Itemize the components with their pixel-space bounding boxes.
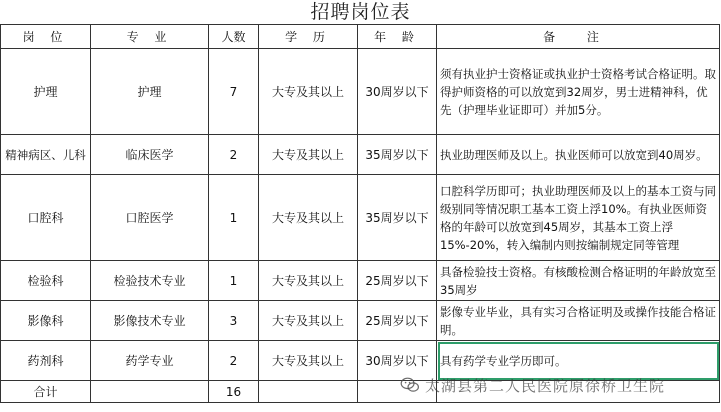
table-row <box>1 175 720 261</box>
table-row <box>1 341 720 381</box>
cell-major: 临床医学 <box>91 135 209 175</box>
cell-position: 检验科 <box>1 261 91 301</box>
cell-education: 大专及其以上 <box>259 261 358 301</box>
table-row <box>1 301 720 341</box>
watermark-text: 太湖县第二人民医院原徐桥卫生院 <box>425 376 666 395</box>
cell-remarks: 执业助理医师及以上。执业医师可以放宽到40周岁。 <box>437 135 720 175</box>
cell-count: 1 <box>209 175 259 261</box>
cell-age: 30周岁以下 <box>358 49 437 135</box>
cell-age: 35周岁以下 <box>358 135 437 175</box>
header-age: 年 龄 <box>358 25 437 49</box>
header-remarks: 备 注 <box>437 25 720 49</box>
cell-age: 35周岁以下 <box>358 175 437 261</box>
cell-major: 口腔医学 <box>91 175 209 261</box>
cell-education: 大专及其以上 <box>259 301 358 341</box>
cell-remarks: 口腔科学历即可；执业助理医师及以上的基本工资与同级别同等情况职工基本工资上浮10%。有执业医师资格的年龄可以放宽到45周岁，其基本工资上浮15%-20%，转入编制内则按编制规定同等管理 <box>437 175 720 261</box>
cell-remarks: 影像专业毕业，具有实习合格证明及或操作技能合格证明。 <box>437 301 720 341</box>
page-title: 招聘岗位表 <box>310 1 411 23</box>
cell-major: 护理 <box>91 49 209 135</box>
total-empty <box>259 381 358 403</box>
cell-major: 影像技术专业 <box>91 301 209 341</box>
cell-major: 检验技术专业 <box>91 261 209 301</box>
cell-education: 大专及其以上 <box>259 175 358 261</box>
cell-remarks-selected[interactable]: 具有药学专业学历即可。 <box>437 341 720 381</box>
cell-age: 25周岁以下 <box>358 301 437 341</box>
cell-count: 1 <box>209 261 259 301</box>
cell-count: 7 <box>209 49 259 135</box>
cell-education: 大专及其以上 <box>259 49 358 135</box>
cell-remarks: 具备检验技士资格。有核酸检测合格证明的年龄放宽至35周岁 <box>437 261 720 301</box>
total-row <box>1 381 720 403</box>
cell-position: 药剂科 <box>1 341 91 381</box>
cell-count: 3 <box>209 301 259 341</box>
header-education: 学 历 <box>259 25 358 49</box>
table-row <box>1 135 720 175</box>
cell-position: 精神病区、儿科 <box>1 135 91 175</box>
cell-education: 大专及其以上 <box>259 341 358 381</box>
recruitment-table <box>0 24 720 403</box>
header-row <box>1 25 720 49</box>
table-row <box>1 49 720 135</box>
cell-age: 30周岁以下 <box>358 341 437 381</box>
header-position: 岗 位 <box>1 25 91 49</box>
cell-position: 口腔科 <box>1 175 91 261</box>
total-empty <box>437 381 720 403</box>
cell-position: 护理 <box>1 49 91 135</box>
cell-education: 大专及其以上 <box>259 135 358 175</box>
total-label: 合计 <box>1 381 91 403</box>
total-count: 16 <box>209 381 259 403</box>
header-count: 人数 <box>209 25 259 49</box>
cell-position: 影像科 <box>1 301 91 341</box>
cell-major: 药学专业 <box>91 341 209 381</box>
cell-count: 2 <box>209 341 259 381</box>
total-empty <box>358 381 437 403</box>
cell-count: 2 <box>209 135 259 175</box>
header-major: 专 业 <box>91 25 209 49</box>
cell-remarks: 须有执业护士资格证或执业护士资格考试合格证明。取得护师资格的可以放宽到32周岁，男士进精神科，优先（护理毕业证即可）并加5分。 <box>437 49 720 135</box>
total-empty <box>91 381 209 403</box>
cell-age: 25周岁以下 <box>358 261 437 301</box>
table-row <box>1 261 720 301</box>
